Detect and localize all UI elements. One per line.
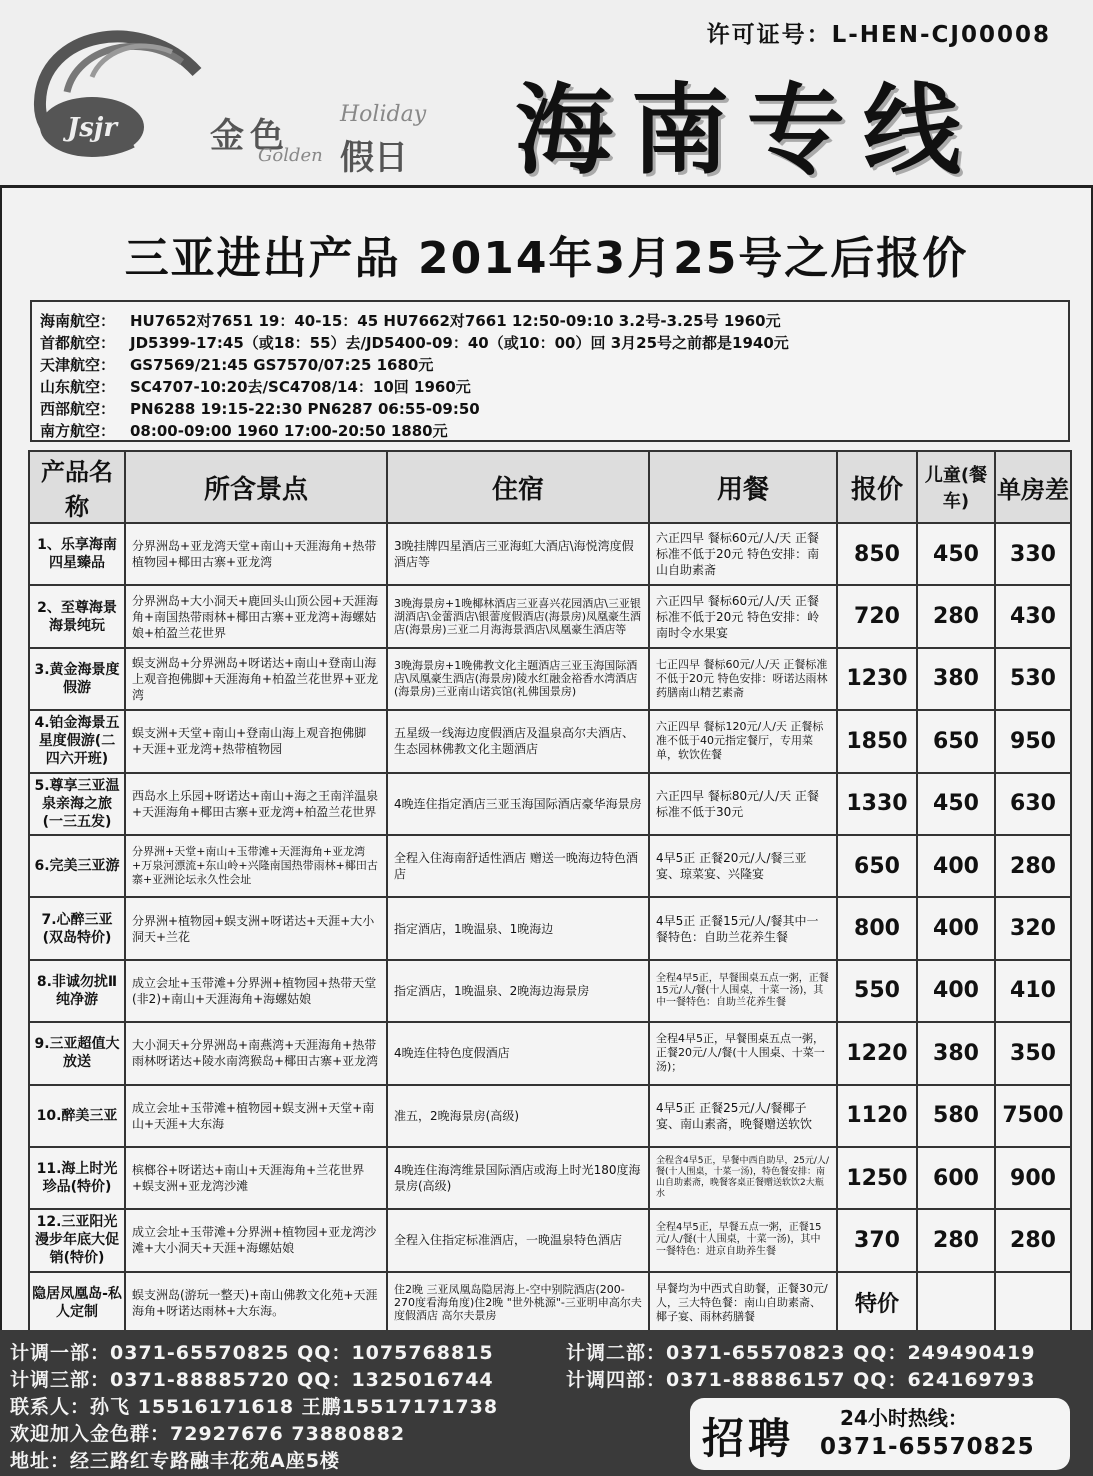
airline-name: 西部航空： [40, 400, 116, 418]
cell-price: 1250 [837, 1147, 917, 1209]
cell-meal: 六正四早 餐标80元/人/天 正餐标准不低于30元 [649, 773, 837, 835]
cell-spots: 成立会址+玉带滩+植物园+蜈支洲+天堂+南山+天涯+大东海 [125, 1085, 387, 1147]
cell-single: 7500 [995, 1085, 1071, 1147]
cell-single: 430 [995, 585, 1071, 647]
hiring-label: 招聘 [702, 1414, 795, 1463]
flight-row [40, 354, 433, 375]
cell-meal: 4早5正 正餐15元/人/餐其中一餐特色：自助兰花养生餐 [649, 897, 837, 959]
cell-single: 410 [995, 960, 1071, 1022]
flight-detail: 08:00-09:00 1960 17:00-20:50 1880元 [130, 422, 448, 440]
cell-spots: 成立会址+玉带滩+分界洲+植物园+热带天堂(非2)+南山+天涯海角+海螺姑娘 [125, 960, 387, 1022]
table-row [29, 523, 1071, 585]
table-row [29, 710, 1071, 772]
cell-price: 1230 [837, 648, 917, 710]
cell-name: 12.三亚阳光漫步年底大促销(特价) [29, 1209, 125, 1271]
col-header-spots: 所含景点 [125, 451, 387, 523]
flight-detail: GS7569/21:45 GS7570/07:25 1680元 [130, 356, 434, 374]
cell-meal: 全程4早5正，早餐五点一粥，正餐15元/人/餐(十人围桌，十菜一汤)，其中一餐特色：进京自助养生餐 [649, 1209, 837, 1271]
cell-hotel: 3晚海景房+1晚椰林酒店三亚喜兴花园酒店\三亚银湖酒店\金蕾酒店\银蕾度假酒店(海景房)凤凰豪生酒店(海景房)三亚二月海海景酒店\凤凰豪生酒店等 [387, 585, 649, 647]
cell-child: 400 [917, 897, 995, 959]
table-row [29, 960, 1071, 1022]
cell-child: 450 [917, 523, 995, 585]
cell-price: 720 [837, 585, 917, 647]
cell-child: 650 [917, 710, 995, 772]
contact-persons: 联系人：孙飞 15516171618 王鹏15517171738 [10, 1396, 499, 1418]
cell-child: 450 [917, 773, 995, 835]
cell-name: 1、乐享海南四星臻品 [29, 523, 125, 585]
license-number: 许可证号：L-HEN-CJ00008 [706, 22, 1051, 48]
flight-info-box [30, 300, 1070, 442]
dept1-contact: 计调一部：0371-65570825 QQ：1075768815 [10, 1342, 494, 1364]
airline-name: 南方航空： [40, 422, 116, 440]
cell-name: 11.海上时光珍品(特价) [29, 1147, 125, 1209]
flight-detail: SC4707-10:20去/SC4708/14：10回 1960元 [130, 378, 471, 396]
page-title: 海南专线 [515, 74, 980, 188]
cell-spots: 大小洞天+分界洲岛+南燕湾+天涯海角+热带雨林呀诺达+陵水南湾猴岛+椰田古寨+亚龙湾 [125, 1022, 387, 1084]
cell-single [995, 1272, 1071, 1334]
flight-row [40, 398, 480, 419]
flight-row [40, 420, 448, 441]
subtitle: 三亚进出产品 2014年3月25号之后报价 [124, 233, 969, 284]
cell-single: 950 [995, 710, 1071, 772]
cell-price: 850 [837, 523, 917, 585]
cell-child: 400 [917, 835, 995, 897]
flight-detail: PN6288 19:15-22:30 PN6287 06:55-09:50 [130, 400, 480, 418]
cell-single: 280 [995, 835, 1071, 897]
cell-price: 650 [837, 835, 917, 897]
dept3-contact: 计调三部：0371-88885720 QQ：1325016744 [10, 1369, 494, 1391]
col-header-price: 报价 [837, 451, 917, 523]
cell-name: 6.完美三亚游 [29, 835, 125, 897]
footer-contacts [0, 1330, 1093, 1476]
airline-name: 首都航空： [40, 334, 116, 352]
cell-spots: 西岛水上乐园+呀诺达+南山+海之王南洋温泉+天涯海角+椰田古寨+亚龙湾+柏盈兰花世界 [125, 773, 387, 835]
col-header-product: 产品名称 [29, 451, 125, 523]
cell-single: 900 [995, 1147, 1071, 1209]
cell-hotel: 全程入住海南舒适性酒店 赠送一晚海边特色酒店 [387, 835, 649, 897]
cell-hotel: 指定酒店，1晚温泉、2晚海边海景房 [387, 960, 649, 1022]
airline-name: 山东航空： [40, 378, 116, 396]
brand-name-cn-holiday: 假日 [340, 138, 408, 178]
hiring-box [690, 1398, 1070, 1470]
col-header-child: 儿童(餐车) [917, 451, 995, 523]
cell-single: 530 [995, 648, 1071, 710]
airline-name: 天津航空： [40, 356, 116, 374]
table-header-row [29, 451, 1071, 523]
table-row [29, 1209, 1071, 1271]
cell-name: 10.醉美三亚 [29, 1085, 125, 1147]
cell-name: 隐居凤凰岛-私人定制 [29, 1272, 125, 1334]
cell-name: 2、至尊海景海景纯玩 [29, 585, 125, 647]
svg-text:Jsjr: Jsjr [66, 113, 118, 143]
table-row [29, 1085, 1071, 1147]
cell-meal: 4早5正 正餐20元/人/餐三亚宴、琼菜宴、兴隆宴 [649, 835, 837, 897]
hotline-number: 0371-65570825 [820, 1434, 1035, 1460]
cell-price: 800 [837, 897, 917, 959]
dept2-contact: 计调二部：0371-65570823 QQ：249490419 [566, 1342, 1036, 1364]
cell-single: 320 [995, 897, 1071, 959]
cell-hotel: 准五，2晚海景房(高级) [387, 1085, 649, 1147]
cell-single: 630 [995, 773, 1071, 835]
cell-meal: 六正四早 餐标60元/人/天 正餐标准不低于20元 特色安排：南山自助素斋 [649, 523, 837, 585]
golden-holiday-logo-icon [22, 22, 212, 162]
cell-hotel: 住2晚 三亚凤凰岛隐居海上-空中别院酒店(200-270度看海角度)住2晚 "世外桃源"-三亚明申高尔夫度假酒店 高尔夫景房 [387, 1272, 649, 1334]
cell-single: 350 [995, 1022, 1071, 1084]
table-row [29, 835, 1071, 897]
cell-meal: 六正四早 餐标120元/人/天 正餐标准不低于40元指定餐厅，专用菜单，软饮佐餐 [649, 710, 837, 772]
brand-name-en-holiday: Holiday [340, 102, 427, 127]
cell-meal: 全程4早5正，早餐围桌五点一粥，正餐15元/人/餐(十人围桌，十菜一汤)，其中一餐特色：自助兰花养生餐 [649, 960, 837, 1022]
cell-price: 特价 [837, 1272, 917, 1334]
cell-child: 580 [917, 1085, 995, 1147]
cell-child: 400 [917, 960, 995, 1022]
cell-hotel: 4晚连住海湾维景国际酒店或海上时光180度海景房(高级) [387, 1147, 649, 1209]
cell-spots: 蜈支洲岛+分界洲岛+呀诺达+南山+登南山海上观音抱佛脚+天涯海角+柏盈兰花世界+亚龙湾 [125, 648, 387, 710]
cell-meal: 七正四早 餐标60元/人/天 正餐标准不低于20元 特色安排：呀诺达雨林药膳南山精艺素斋 [649, 648, 837, 710]
cell-hotel: 3晚挂牌四星酒店三亚海虹大酒店\海悦湾度假酒店等 [387, 523, 649, 585]
cell-name: 5.尊享三亚温泉亲海之旅(一三五发) [29, 773, 125, 835]
airline-name: 海南航空： [40, 312, 116, 330]
brand-name-cn: 金色 [210, 116, 290, 156]
cell-child: 380 [917, 648, 995, 710]
table-row [29, 1272, 1071, 1334]
cell-meal: 4早5正 正餐25元/人/餐椰子宴、南山素斋，晚餐赠送软饮 [649, 1085, 837, 1147]
cell-spots: 槟榔谷+呀诺达+南山+天涯海角+兰花世界+蜈支洲+亚龙湾沙滩 [125, 1147, 387, 1209]
cell-hotel: 指定酒店，1晚温泉、1晚海边 [387, 897, 649, 959]
cell-hotel: 4晚连住特色度假酒店 [387, 1022, 649, 1084]
cell-price: 550 [837, 960, 917, 1022]
cell-price: 1330 [837, 773, 917, 835]
flight-detail: JD5399-17:45（或18：55）去/JD5400-09：40（或10：00）回 3月25号之前都是1940元 [130, 334, 789, 352]
cell-price: 1850 [837, 710, 917, 772]
table-row [29, 773, 1071, 835]
hotline-label: 24小时热线： [840, 1406, 968, 1430]
cell-price: 1220 [837, 1022, 917, 1084]
cell-hotel: 3晚海景房+1晚佛教文化主题酒店三亚玉海国际酒店\凤凰豪生酒店(海景房)陵水红融金裕香水湾酒店(海景房)三亚南山诺宾馆(礼佛国景房) [387, 648, 649, 710]
cell-child: 600 [917, 1147, 995, 1209]
table-row [29, 1022, 1071, 1084]
price-table [28, 450, 1072, 1335]
cell-spots: 分界洲岛+亚龙湾天堂+南山+天涯海角+热带植物园+椰田古寨+亚龙湾 [125, 523, 387, 585]
table-row [29, 585, 1071, 647]
table-row [29, 897, 1071, 959]
cell-hotel: 五星级一线海边度假酒店及温泉高尔夫酒店、生态园林佛教文化主题酒店 [387, 710, 649, 772]
table-row [29, 1147, 1071, 1209]
flight-row [40, 310, 781, 331]
cell-child: 380 [917, 1022, 995, 1084]
dept4-contact: 计调四部：0371-88886157 QQ：624169793 [566, 1369, 1036, 1391]
cell-child [917, 1272, 995, 1334]
cell-meal: 六正四早 餐标60元/人/天 正餐标准不低于20元 特色安排：岭南时令水果宴 [649, 585, 837, 647]
address: 地址：经三路红专路融丰花苑A座5楼 [10, 1450, 340, 1472]
cell-meal: 全程4早5正，早餐围桌五点一粥，正餐20元/人/餐(十人围桌、十菜一汤)； [649, 1022, 837, 1084]
flight-row [40, 376, 471, 397]
cell-spots: 分界洲+天堂+南山+玉带滩+天涯海角+亚龙湾+万泉河漂流+东山岭+兴隆南国热带雨林+椰田古寨+亚洲论坛永久性会址 [125, 835, 387, 897]
cell-single: 330 [995, 523, 1071, 585]
table-row [29, 648, 1071, 710]
flight-detail: HU7652对7651 19：40-15：45 HU7662对7661 12:50-09:10 3.2号-3.25号 1960元 [130, 312, 781, 330]
cell-price: 370 [837, 1209, 917, 1271]
cell-name: 3.黄金海景度假游 [29, 648, 125, 710]
cell-price: 1120 [837, 1085, 917, 1147]
cell-meal: 早餐均为中西式自助餐，正餐30元/人，三大特色餐：南山自助素斋、椰子宴、雨林药膳餐 [649, 1272, 837, 1334]
cell-spots: 蜈支洲岛(游玩一整天)+南山佛教文化苑+天涯海角+呀诺达雨林+大东海。 [125, 1272, 387, 1334]
cell-spots: 蜈支洲+天堂+南山+登南山海上观音抱佛脚+天涯+亚龙湾+热带植物园 [125, 710, 387, 772]
col-header-single: 单房差 [995, 451, 1071, 523]
col-header-hotel: 住宿 [387, 451, 649, 523]
cell-meal: 全程含4早5正，早餐中西自助早，25元/人/餐(十人围桌，十菜一汤)，特色餐安排：南山自助素斋，晚餐客桌正餐赠送软饮2大瓶水 [649, 1147, 837, 1209]
cell-spots: 分界洲岛+大小洞天+鹿回头山顶公园+天涯海角+南国热带雨林+椰田古寨+亚龙湾+海螺姑娘+柏盈兰花世界 [125, 585, 387, 647]
cell-child: 280 [917, 585, 995, 647]
cell-spots: 分界洲+植物园+蜈支洲+呀诺达+天涯+大小洞天+兰花 [125, 897, 387, 959]
cell-name: 8.非诚勿扰Ⅱ纯净游 [29, 960, 125, 1022]
cell-name: 7.心醉三亚(双岛特价) [29, 897, 125, 959]
qq-group: 欢迎加入金色群：72927676 73880882 [10, 1423, 406, 1445]
cell-name: 9.三亚超值大放送 [29, 1022, 125, 1084]
cell-hotel: 4晚连住指定酒店三亚玉海国际酒店豪华海景房 [387, 773, 649, 835]
header [0, 0, 1093, 188]
cell-name: 4.铂金海景五星度假游(二四六开班) [29, 710, 125, 772]
cell-spots: 成立会址+玉带滩+分界洲+植物园+亚龙湾沙滩+大小洞天+天涯+海螺姑娘 [125, 1209, 387, 1271]
cell-hotel: 全程入住指定标准酒店，一晚温泉特色酒店 [387, 1209, 649, 1271]
col-header-meal: 用餐 [649, 451, 837, 523]
brand-name-en-golden: Golden [258, 145, 323, 166]
flight-row [40, 332, 789, 353]
cell-single: 280 [995, 1209, 1071, 1271]
cell-child: 280 [917, 1209, 995, 1271]
